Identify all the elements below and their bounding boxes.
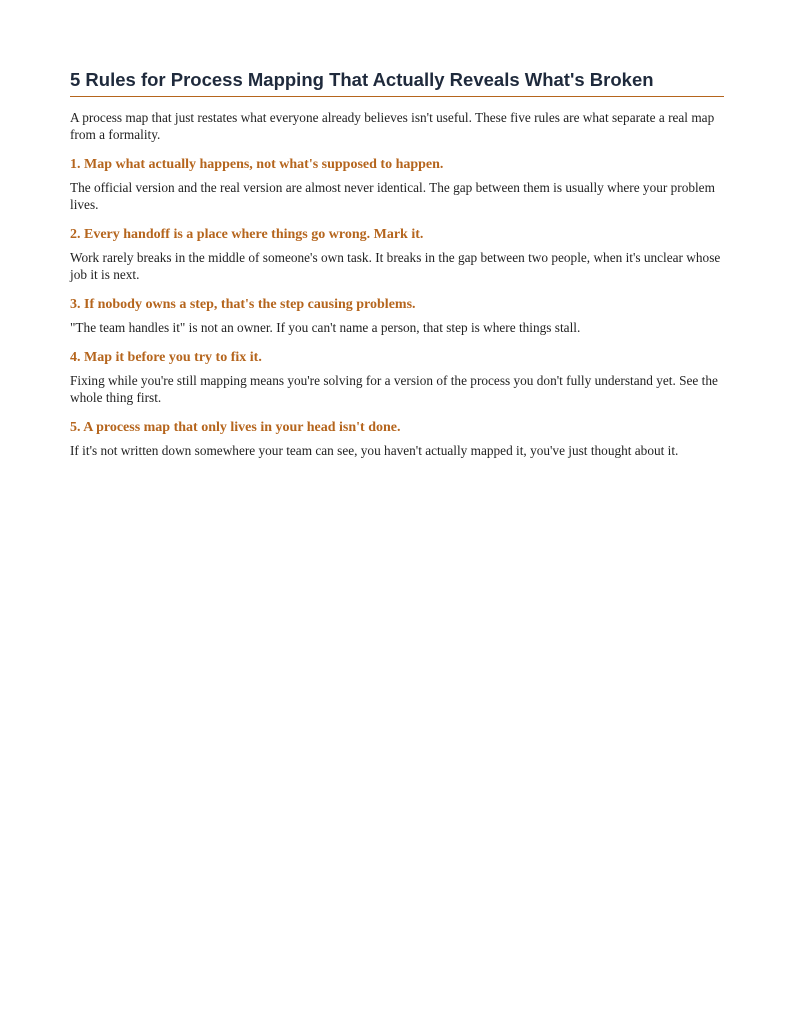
rule-body: Fixing while you're still mapping means you're solving for a version of the process you don't fully understand yet. See the whole thing first. xyxy=(70,373,718,405)
rule-heading: 5. A process map that only lives in your head isn't done. xyxy=(70,420,401,435)
intro-paragraph: A process map that just restates what everyone already believes isn't useful. These five rules are what separate a real map from a formality. xyxy=(70,110,715,142)
rule-heading: 4. Map it before you try to fix it. xyxy=(70,350,262,365)
rule-3 xyxy=(70,296,724,336)
rule-heading: 1. Map what actually happens, not what's supposed to happen. xyxy=(70,157,444,172)
rule-1 xyxy=(70,156,724,213)
rule-heading: 3. If nobody owns a step, that's the step causing problems. xyxy=(70,297,416,312)
page-title: 5 Rules for Process Mapping That Actually Reveals What's Broken xyxy=(70,68,724,97)
rule-body: Work rarely breaks in the middle of someone's own task. It breaks in the gap between two people, when it's unclear whose job it is next. xyxy=(70,250,721,282)
document-page xyxy=(70,68,724,459)
rule-heading: 2. Every handoff is a place where things go wrong. Mark it. xyxy=(70,227,424,242)
rule-2 xyxy=(70,226,724,283)
rule-body: If it's not written down somewhere your team can see, you haven't actually mapped it, you've just thought about it. xyxy=(70,443,679,458)
rule-body: The official version and the real version are almost never identical. The gap between them is usually where your problem lives. xyxy=(70,180,715,212)
rule-body: "The team handles it" is not an owner. If you can't name a person, that step is where things stall. xyxy=(70,320,581,335)
rule-4 xyxy=(70,349,724,406)
rule-5 xyxy=(70,419,724,459)
